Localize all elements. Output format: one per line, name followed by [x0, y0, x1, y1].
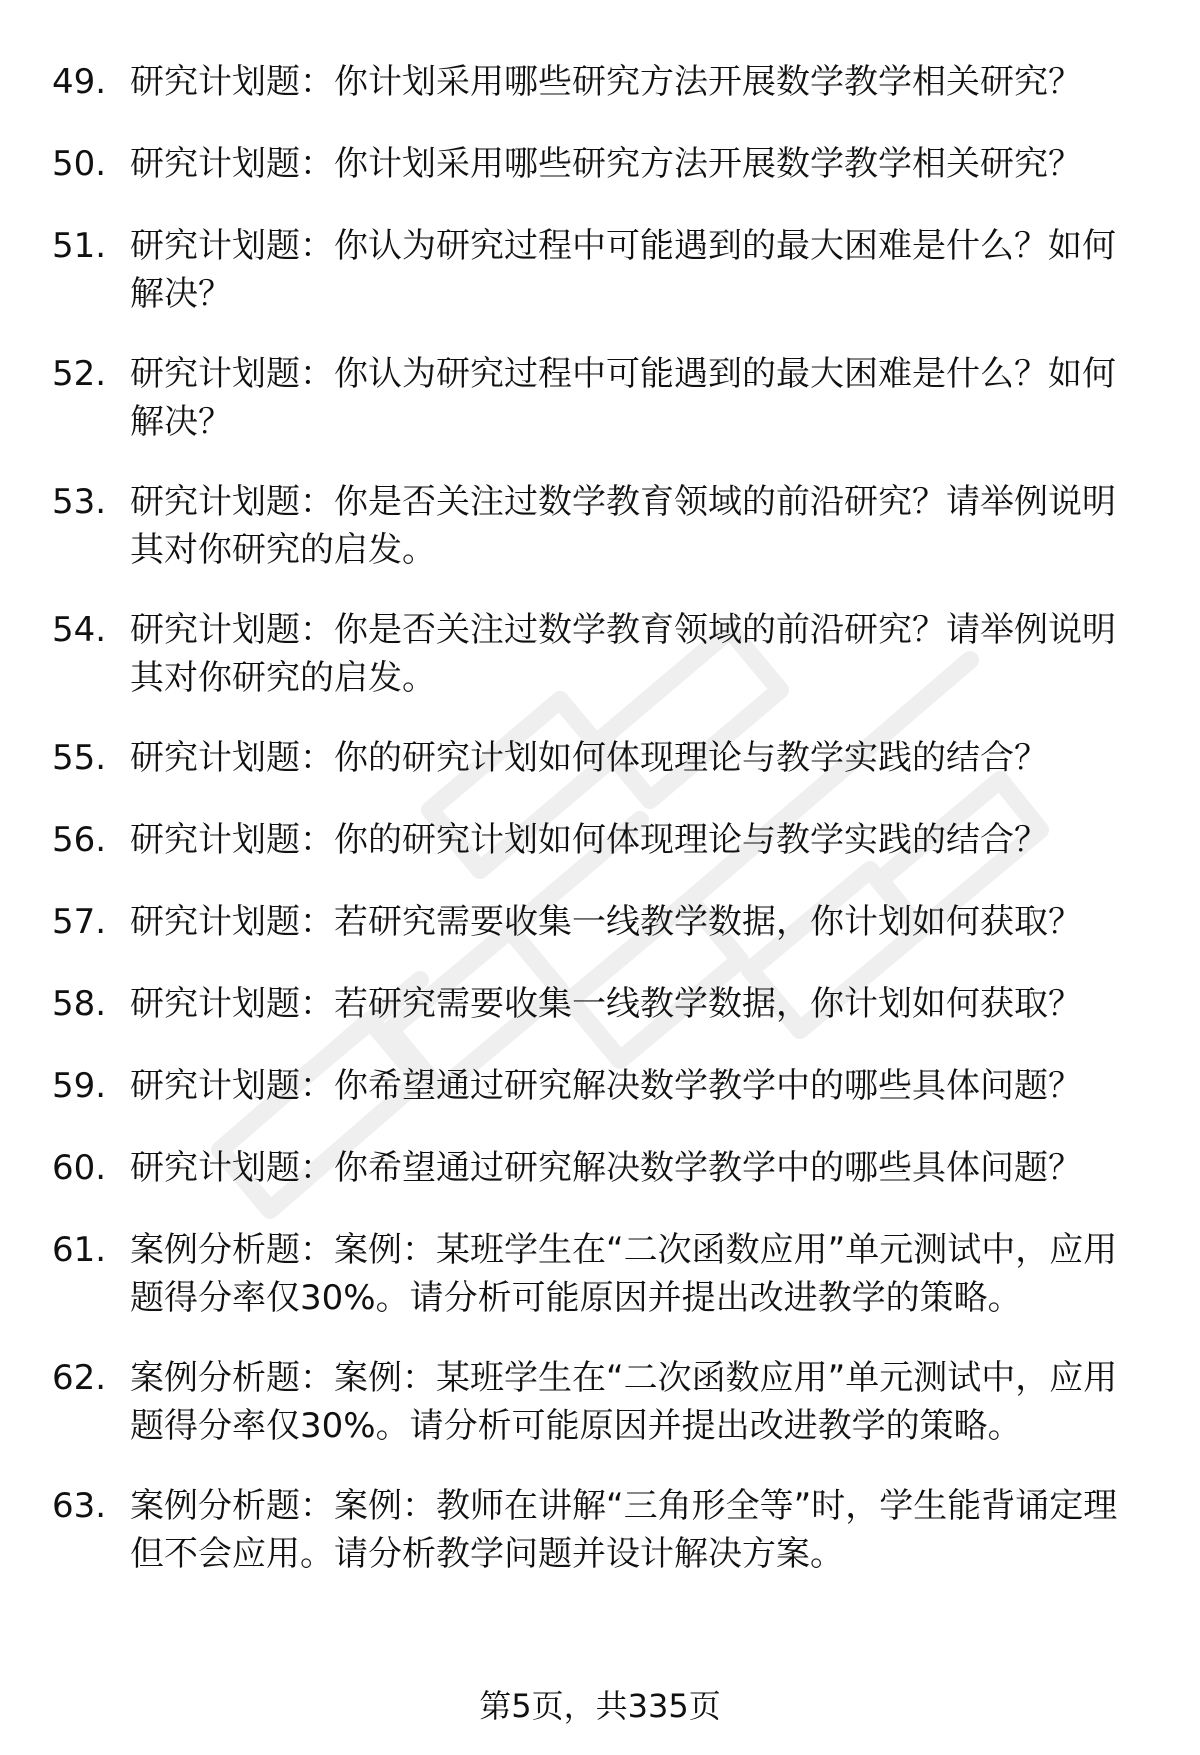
question-number: 53.	[52, 482, 107, 522]
question-item	[52, 58, 1142, 106]
question-text: 研究计划题：你希望通过研究解决数学教学中的哪些具体问题？	[130, 1066, 1082, 1106]
question-item	[52, 816, 1142, 864]
question-number: 55.	[52, 738, 107, 778]
question-number: 57.	[52, 902, 107, 942]
question-number: 59.	[52, 1066, 107, 1106]
question-item	[52, 222, 1142, 318]
question-item	[52, 1482, 1142, 1578]
question-item	[52, 1354, 1142, 1450]
question-text: 研究计划题：你认为研究过程中可能遇到的最大困难是什么？如何解决？	[130, 226, 1116, 314]
question-item	[52, 350, 1142, 446]
question-number: 49.	[52, 62, 107, 102]
question-number: 61.	[52, 1230, 107, 1270]
question-item	[52, 1144, 1142, 1192]
question-item	[52, 734, 1142, 782]
question-item	[52, 478, 1142, 574]
question-number: 62.	[52, 1358, 107, 1398]
question-text: 案例分析题：案例：某班学生在“二次函数应用”单元测试中，应用题得分率仅30%。请分析可能原因并提出改进教学的策略。	[130, 1358, 1118, 1446]
question-number: 50.	[52, 144, 107, 184]
question-number: 52.	[52, 354, 107, 394]
question-text: 研究计划题：你计划采用哪些研究方法开展数学教学相关研究？	[130, 62, 1082, 102]
question-number: 54.	[52, 610, 107, 650]
question-text: 研究计划题：你的研究计划如何体现理论与教学实践的结合？	[130, 820, 1048, 860]
question-item	[52, 606, 1142, 702]
question-text: 研究计划题：你认为研究过程中可能遇到的最大困难是什么？如何解决？	[130, 354, 1116, 442]
question-text: 研究计划题：你希望通过研究解决数学教学中的哪些具体问题？	[130, 1148, 1082, 1188]
question-item	[52, 898, 1142, 946]
question-number: 58.	[52, 984, 107, 1024]
question-number: 56.	[52, 820, 107, 860]
question-number: 60.	[52, 1148, 107, 1188]
question-text: 研究计划题：若研究需要收集一线教学数据，你计划如何获取？	[130, 902, 1082, 942]
question-item	[52, 980, 1142, 1028]
question-text: 研究计划题：若研究需要收集一线教学数据，你计划如何获取？	[130, 984, 1082, 1024]
question-text: 案例分析题：案例：某班学生在“二次函数应用”单元测试中，应用题得分率仅30%。请分析可能原因并提出改进教学的策略。	[130, 1230, 1118, 1318]
question-text: 案例分析题：案例：教师在讲解“三角形全等”时，学生能背诵定理但不会应用。请分析教学问题并设计解决方案。	[130, 1486, 1118, 1574]
question-text: 研究计划题：你是否关注过数学教育领域的前沿研究？请举例说明其对你研究的启发。	[130, 482, 1116, 570]
page-footer: 第5页，共335页	[479, 1687, 721, 1725]
question-text: 研究计划题：你计划采用哪些研究方法开展数学教学相关研究？	[130, 144, 1082, 184]
question-list	[52, 58, 1142, 1578]
question-text: 研究计划题：你的研究计划如何体现理论与教学实践的结合？	[130, 738, 1048, 778]
question-number: 63.	[52, 1486, 107, 1526]
question-item	[52, 1062, 1142, 1110]
question-text: 研究计划题：你是否关注过数学教育领域的前沿研究？请举例说明其对你研究的启发。	[130, 610, 1116, 698]
question-item	[52, 1226, 1142, 1322]
question-number: 51.	[52, 226, 107, 266]
question-item	[52, 140, 1142, 188]
